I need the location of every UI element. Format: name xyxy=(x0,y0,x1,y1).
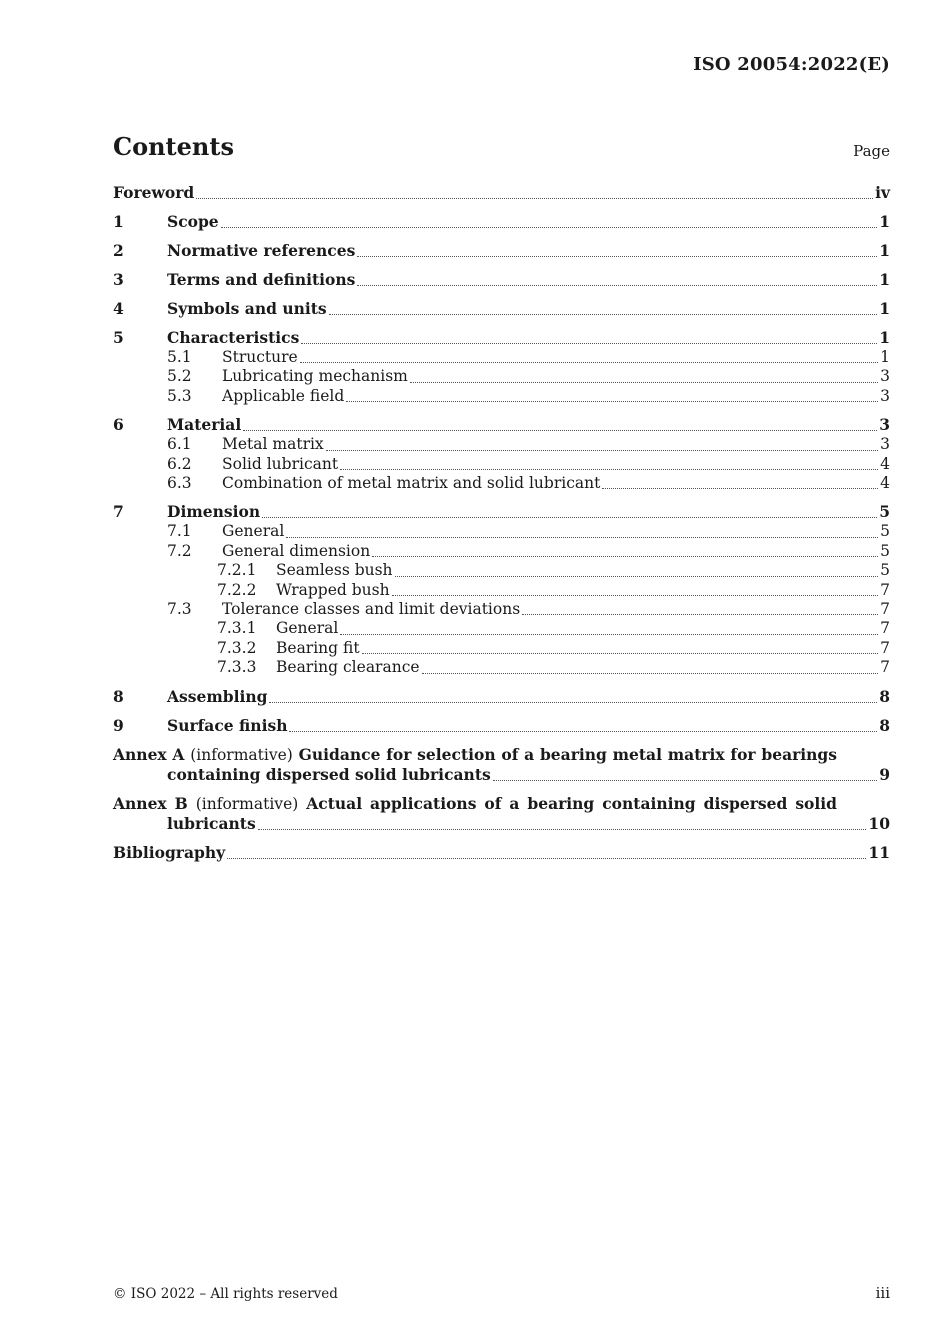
dot-leader xyxy=(243,430,877,431)
annex-b-title-text: Actual applications of a bearing containing dispersed solid xyxy=(306,793,837,813)
toc-entry-title: Structure xyxy=(222,348,298,366)
toc-groups xyxy=(113,183,890,736)
toc-entry-page: 4 xyxy=(880,474,890,493)
dot-leader xyxy=(422,673,879,674)
annex-a-title-line2 xyxy=(113,765,890,785)
toc-entry-title: Characteristics xyxy=(167,328,300,347)
dot-leader xyxy=(357,285,877,286)
toc-group xyxy=(113,415,890,493)
toc-entry-number: 5.2 xyxy=(167,367,192,386)
toc-entry-number: 8 xyxy=(113,686,124,706)
bibliography-group xyxy=(113,843,890,863)
table-of-contents xyxy=(113,183,890,872)
toc-entry[interactable] xyxy=(113,600,890,619)
toc-group xyxy=(113,241,890,261)
toc-entry-title: Seamless bush xyxy=(276,561,393,580)
toc-entry-page: 3 xyxy=(879,415,890,435)
dot-leader xyxy=(196,198,873,199)
toc-entry[interactable] xyxy=(113,581,890,600)
toc-entry-page: 5 xyxy=(880,561,890,580)
annex-a-title-line1 xyxy=(113,745,837,766)
toc-entry-title: Solid lubricant xyxy=(222,454,339,473)
dot-leader xyxy=(227,858,866,859)
toc-entry-page: 3 xyxy=(880,435,890,454)
toc-entry-number: 5.3 xyxy=(167,386,192,405)
toc-entry-bibliography[interactable] xyxy=(113,843,890,863)
toc-entry[interactable] xyxy=(113,348,890,367)
toc-entry-title: Tolerance classes and limit deviations xyxy=(222,600,521,619)
toc-group xyxy=(113,270,890,290)
toc-entry-number: 5.1 xyxy=(167,348,192,366)
toc-entry-number: 4 xyxy=(113,299,124,318)
toc-entry-number: 6.2 xyxy=(167,454,192,473)
toc-entry[interactable] xyxy=(113,212,890,232)
toc-entry-number: 6.3 xyxy=(167,474,192,493)
toc-entry[interactable] xyxy=(113,241,890,261)
toc-entry-page: 1 xyxy=(880,348,890,366)
toc-group xyxy=(113,212,890,232)
toc-entry-title: Terms and definitions xyxy=(167,270,356,289)
annex-b-title-line2 xyxy=(113,814,890,834)
toc-entry[interactable] xyxy=(113,299,890,319)
toc-entry[interactable] xyxy=(113,716,890,736)
toc-entry-page: 8 xyxy=(879,715,890,735)
dot-leader xyxy=(326,450,878,451)
toc-entry-title: Bearing clearance xyxy=(276,658,420,677)
toc-entry-title: Assembling xyxy=(167,686,268,706)
toc-entry[interactable] xyxy=(113,619,890,638)
toc-entry[interactable] xyxy=(113,561,890,580)
toc-entry-page: 3 xyxy=(880,386,890,405)
toc-entry-number: 7.3.3 xyxy=(217,658,257,677)
dot-leader xyxy=(286,537,878,538)
toc-entry[interactable] xyxy=(113,687,890,707)
toc-entry-number: 7.3.1 xyxy=(217,619,257,638)
toc-entry-title: Bearing fit xyxy=(276,638,360,657)
dot-leader xyxy=(269,702,877,703)
toc-entry-title: Symbols and units xyxy=(167,299,327,318)
dot-leader xyxy=(340,634,878,635)
toc-entry-title: Material xyxy=(167,415,242,435)
toc-entry-number: 7.3 xyxy=(167,600,192,619)
toc-entry-number: 6.1 xyxy=(167,435,192,454)
toc-entry-title: Normative references xyxy=(167,241,356,260)
dot-leader xyxy=(362,653,879,654)
contents-title: Contents xyxy=(113,132,234,161)
toc-entry[interactable] xyxy=(113,387,890,406)
toc-group xyxy=(113,687,890,707)
toc-entry[interactable] xyxy=(113,183,890,203)
page-column-label: Page xyxy=(853,142,890,160)
toc-entry-page: 8 xyxy=(879,686,890,706)
bibliography-title: Bibliography xyxy=(113,842,226,862)
toc-entry-page: iv xyxy=(875,183,890,202)
toc-entry-page: 7 xyxy=(880,600,890,619)
toc-entry-number: 7.2.1 xyxy=(217,561,257,580)
annex-entry-b[interactable] xyxy=(113,794,890,834)
toc-entry-page: 7 xyxy=(880,619,890,638)
bibliography-page: 11 xyxy=(868,842,890,862)
dot-leader xyxy=(493,780,878,781)
toc-entry-page: 5 xyxy=(880,541,890,560)
toc-group xyxy=(113,299,890,319)
toc-entry-number: 2 xyxy=(113,241,124,260)
toc-entry-title: General xyxy=(276,619,339,638)
annex-b-title-continuation: lubricants xyxy=(167,814,256,834)
dot-leader xyxy=(262,517,877,518)
dot-leader xyxy=(372,556,878,557)
footer-copyright: © ISO 2022 – All rights reserved xyxy=(113,1286,338,1302)
toc-entry[interactable] xyxy=(113,542,890,561)
annex-a-label: Annex A xyxy=(113,744,185,764)
annex-a-page: 9 xyxy=(879,765,890,785)
dot-leader xyxy=(392,595,879,596)
toc-entry-title: Combination of metal matrix and solid lubricant xyxy=(222,474,601,493)
annex-a-title-continuation: containing dispersed solid lubricants xyxy=(167,765,491,785)
toc-entry-number: 7.1 xyxy=(167,522,192,541)
toc-entry[interactable] xyxy=(113,474,890,493)
dot-leader xyxy=(289,731,877,732)
annex-a-title-text: Guidance for selection of a bearing metal matrix for bearings xyxy=(298,744,837,764)
toc-entry-page: 7 xyxy=(880,638,890,657)
toc-entry[interactable] xyxy=(113,367,890,386)
dot-leader xyxy=(258,829,867,830)
dot-leader xyxy=(357,256,877,257)
toc-entry-number: 3 xyxy=(113,270,124,289)
toc-entry-page: 5 xyxy=(879,502,890,522)
toc-entry-title: Wrapped bush xyxy=(276,580,390,599)
toc-group xyxy=(113,328,890,406)
toc-entry[interactable] xyxy=(113,270,890,290)
toc-group xyxy=(113,183,890,203)
toc-entry-number: 7 xyxy=(113,502,124,522)
toc-entry[interactable] xyxy=(113,502,890,522)
annex-b-label: Annex B xyxy=(113,793,188,813)
toc-entry-page: 1 xyxy=(879,328,890,347)
document-id: ISO 20054:2022(E) xyxy=(693,54,890,75)
toc-entry[interactable] xyxy=(113,658,890,677)
dot-leader xyxy=(410,382,878,383)
toc-entry-title: Applicable field xyxy=(222,386,345,405)
toc-entry-page: 4 xyxy=(880,454,890,473)
toc-entry-page: 1 xyxy=(879,299,890,318)
toc-entry-number: 5 xyxy=(113,328,124,347)
dot-leader xyxy=(300,362,878,363)
dot-leader xyxy=(395,576,879,577)
toc-entry-title: Foreword xyxy=(113,183,195,202)
dot-leader xyxy=(221,227,878,228)
toc-group xyxy=(113,502,890,677)
annex-b-title-line1 xyxy=(113,794,837,815)
toc-entry-page: 1 xyxy=(879,212,890,231)
toc-entry[interactable] xyxy=(113,328,890,348)
toc-entry[interactable] xyxy=(113,639,890,658)
toc-entry-title: Surface finish xyxy=(167,715,288,735)
toc-entry[interactable] xyxy=(113,522,890,541)
toc-entry-number: 7.3.2 xyxy=(217,638,257,657)
toc-entry-page: 7 xyxy=(880,658,890,677)
annex-a-note: (informative) xyxy=(190,745,293,764)
annex-entry-a[interactable] xyxy=(113,745,890,785)
toc-entry[interactable] xyxy=(113,455,890,474)
toc-entry-page: 7 xyxy=(880,580,890,599)
toc-entry-title: Dimension xyxy=(167,502,261,522)
toc-entry[interactable] xyxy=(113,435,890,454)
dot-leader xyxy=(522,614,878,615)
dot-leader xyxy=(329,314,878,315)
toc-entry-title: Scope xyxy=(167,212,219,231)
dot-leader xyxy=(301,343,877,344)
toc-entry-page: 1 xyxy=(879,241,890,260)
dot-leader xyxy=(346,401,878,402)
toc-entry-number: 1 xyxy=(113,212,124,231)
toc-entry-page: 1 xyxy=(879,270,890,289)
toc-entry-title: General dimension xyxy=(222,541,371,560)
toc-entry[interactable] xyxy=(113,415,890,435)
toc-entry-number: 7.2 xyxy=(167,541,192,560)
toc-entry-number: 6 xyxy=(113,415,124,435)
toc-entry-number: 9 xyxy=(113,715,124,735)
toc-entry-title: Lubricating mechanism xyxy=(222,367,408,386)
annex-b-page: 10 xyxy=(868,814,890,834)
toc-entry-page: 3 xyxy=(880,367,890,386)
toc-entry-title: Metal matrix xyxy=(222,435,324,454)
toc-entry-page: 5 xyxy=(880,522,890,541)
toc-group xyxy=(113,716,890,736)
annex-b-note: (informative) xyxy=(195,794,299,813)
footer-page-number: iii xyxy=(875,1284,890,1302)
toc-entry-title: General xyxy=(222,522,285,541)
dot-leader xyxy=(340,469,878,470)
dot-leader xyxy=(602,488,878,489)
toc-entry-number: 7.2.2 xyxy=(217,580,257,599)
